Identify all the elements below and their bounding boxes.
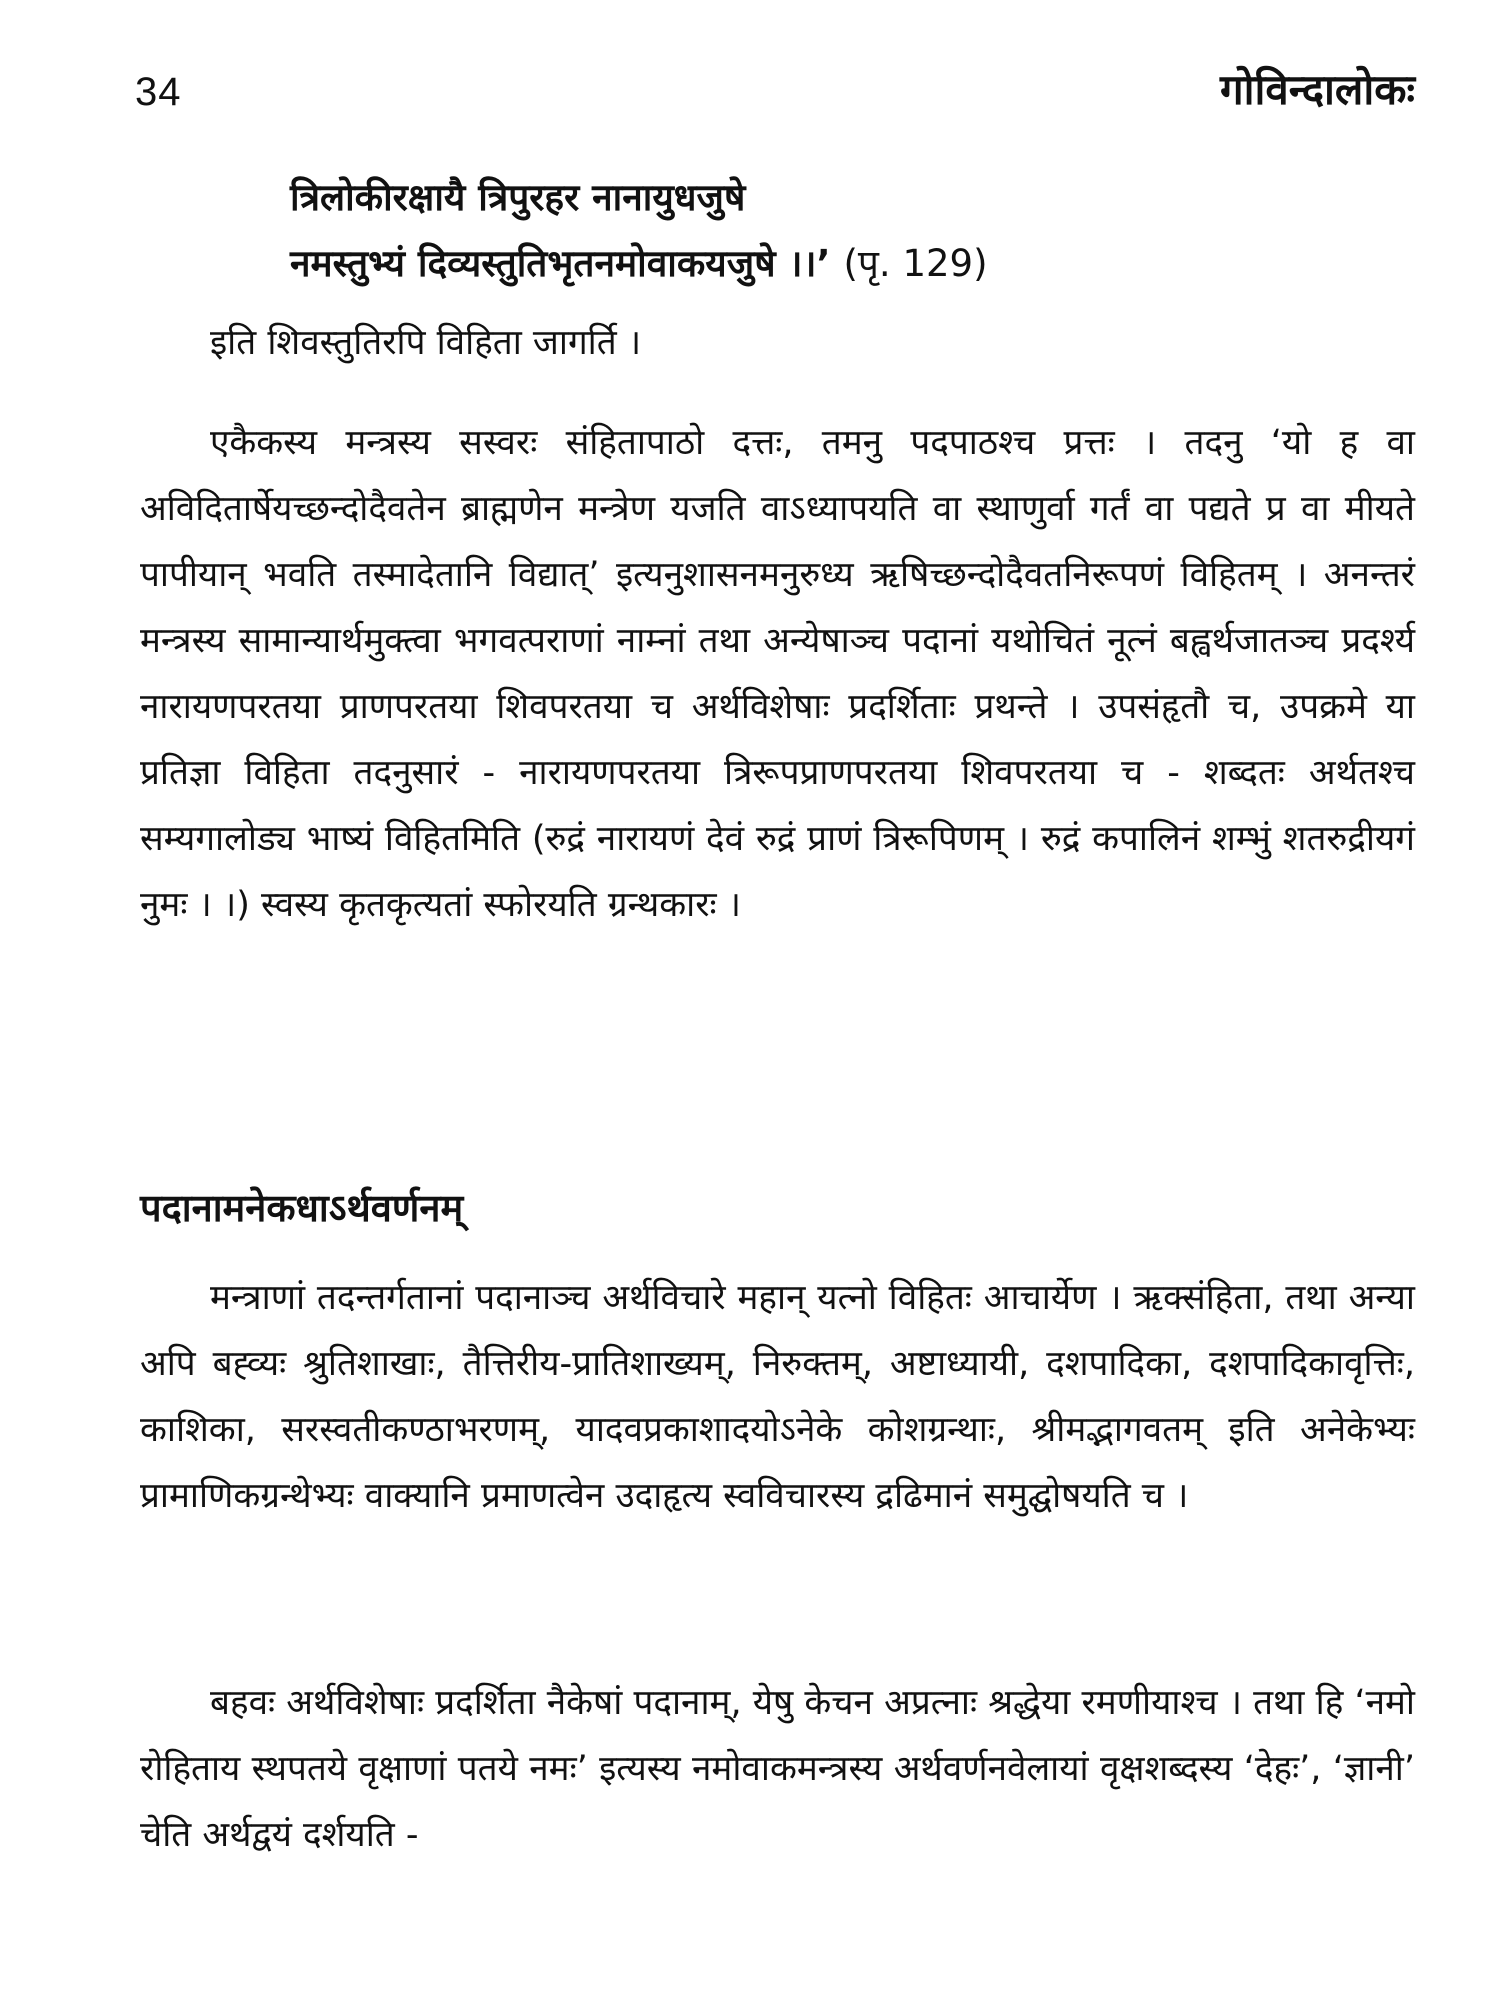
section-heading-block: [140, 1175, 1415, 1241]
paragraph-2: मन्त्राणां तदन्तर्गतानां पदानाञ्च अर्थविचारे महान् यत्नो विहितः आचार्येण । ऋक्संहिता, तथा अन्या अपि बह्व्यः श्रुतिशाखाः, तैत्तिरीय-प्रातिशाख्यम्, निरुक्तम्, अष्टाध्यायी, दशपादिका, दशपादिकावृत्तिः, काशिका, सरस्वतीकण्ठाभरणम्, यादवप्रकाशादयोऽनेके कोशग्रन्थाः, श्रीमद्भागवतम् इति अनेकेभ्यः प्रामाणिकग्रन्थेभ्यः वाक्यानि प्रमाणत्वेन उदाहृत्य स्वविचारस्य द्रढिमानं समुद्घोषयति च ।: [140, 1278, 1415, 1516]
intro-line: इति शिवस्तुतिरपि विहिता जागर्ति ।: [210, 323, 642, 363]
paragraph-1: एकैकस्य मन्त्रस्य सस्वरः संहितापाठो दत्तः, तमनु पदपाठश्च प्रत्तः । तदनु ‘यो ह वा अविदितार्षेयच्छन्दोदैवतेन ब्राह्मणेन मन्त्रेण यजति वाऽध्यापयति वा स्थाणुर्वा गर्तं वा पद्यते प्र वा मीयते पापीयान् भवति तस्मादेतानि विद्यात्’ इत्यनुशासनमनुरुध्य ऋषिच्छन्दोदैवतनिरूपणं विहितम् । अनन्तरं मन्त्रस्य सामान्यार्थमुक्त्वा भगवत्पराणां नाम्नां तथा अन्येषाञ्च पदानां यथोचितं नूत्नं बह्वर्थजातञ्च प्रदर्श्य नारायणपरतया प्राणपरतया शिवपरतया च अर्थविशेषाः प्रदर्शिताः प्रथन्ते । उपसंहृतौ च, उपक्रमे या प्रतिज्ञा विहिता तदनुसारं - नारायणपरतया त्रिरूपप्राणपरतया शिवपरतया च - शब्दतः अर्थतश्च सम्यगालोड्य भाष्यं विहितमिति (रुद्रं नारायणं देवं रुद्रं प्राणं त्रिरूपिणम् । रुद्रं कपालिनं शम्भुं शतरुद्रीयगं नुमः । ।) स्वस्य कृतकृत्यतां स्फोरयति ग्रन्थकारः ।: [140, 423, 1415, 925]
paragraph-block-1: [140, 410, 1415, 938]
paragraph-block-3: [140, 1670, 1415, 1868]
verse-line-2: [290, 231, 1440, 297]
section-heading: पदानामनेकधाऽर्थवर्णनम्: [140, 1186, 464, 1230]
paragraph-block-2: [140, 1265, 1415, 1529]
page-header: [135, 60, 1415, 130]
quoted-verse: [290, 165, 1440, 297]
verse-page-reference: (पृ. 129): [843, 242, 988, 285]
verse-line-2-text: नमस्तुभ्यं दिव्यस्तुतिभृतनमोवाकयजुषे ।।’: [290, 242, 831, 285]
intro-block: [140, 310, 1415, 376]
paragraph-3: बहवः अर्थविशेषाः प्रदर्शिता नैकेषां पदानाम्, येषु केचन अप्रत्नाः श्रद्धेया रमणीयाश्च । तथा हि ‘नमो रोहिताय स्थपतये वृक्षाणां पतये नमः’ इत्यस्य नमोवाकमन्त्रस्य अर्थवर्णनवेलायां वृक्षशब्दस्य ‘देहः’, ‘ज्ञानी’ चेति अर्थद्वयं दर्शयति -: [140, 1683, 1415, 1855]
running-title: गोविन्दालोकः: [1219, 65, 1415, 114]
verse-line-1: त्रिलोकीरक्षायै त्रिपुरहर नानायुधजुषे: [290, 176, 746, 219]
page-number: 34: [135, 70, 182, 114]
